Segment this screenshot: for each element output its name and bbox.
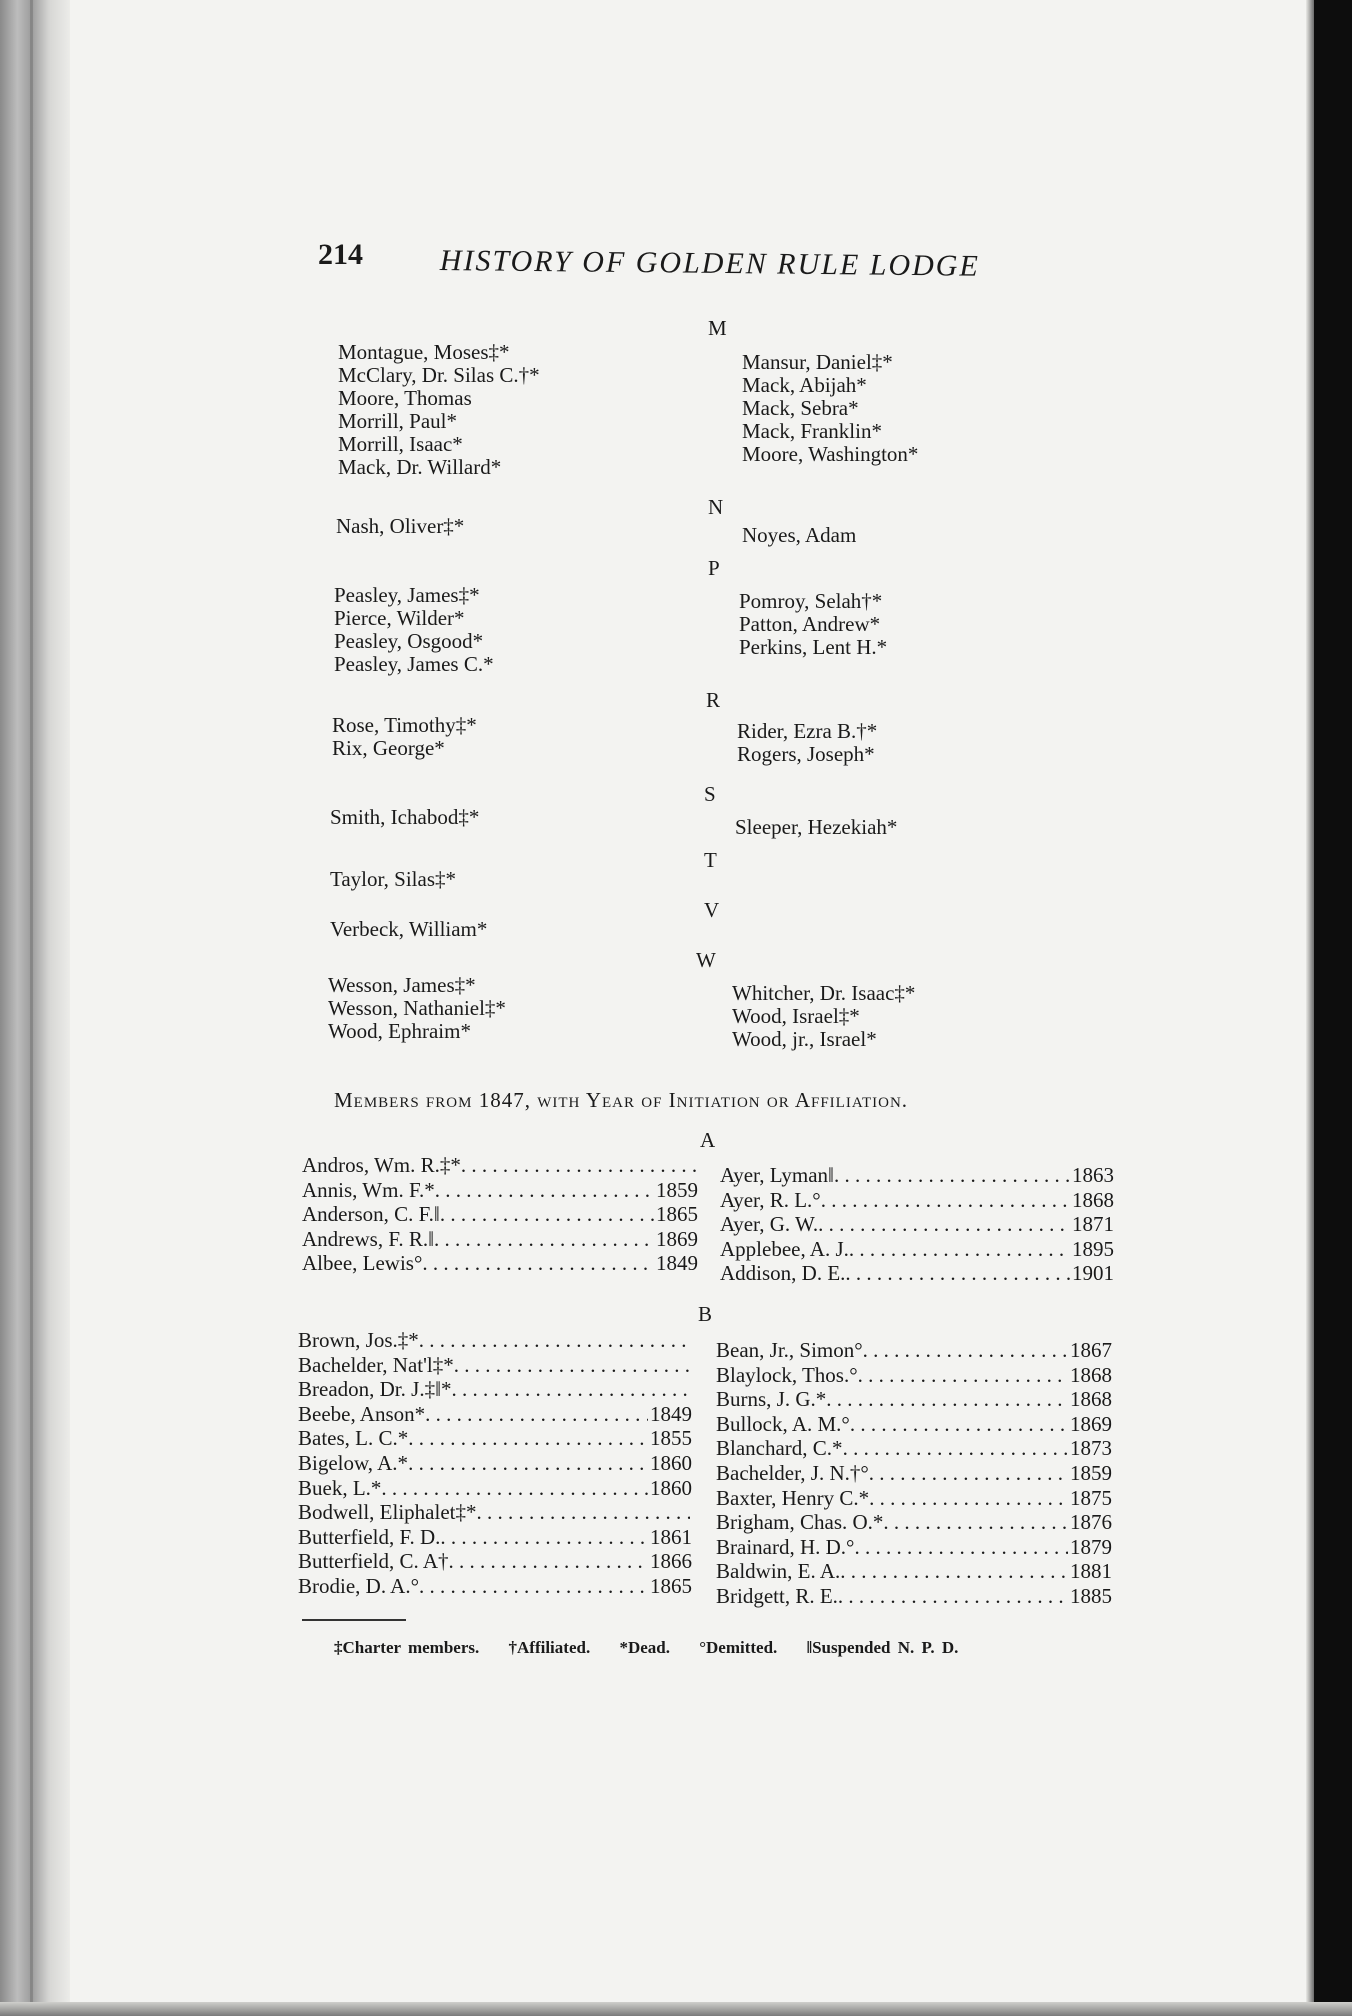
member-entry: Butterfield, F. D. . . . 1861 [298, 1525, 692, 1550]
list-item: McClary, Dr. Silas C.†* [338, 363, 540, 387]
section-letter-v: V [704, 898, 720, 922]
member-entry: Ayer, R. L.° . . . 1868 [720, 1188, 1114, 1213]
member-entry: Bridgett, R. E. . . . 1885 [716, 1584, 1112, 1609]
page-number: 214 [318, 238, 363, 271]
list-item: Noyes, Adam [742, 523, 857, 547]
list-item: Mack, Abijah* [742, 373, 867, 397]
members-a-right [720, 1163, 1114, 1286]
legend-dead: *Dead. [619, 1638, 670, 1657]
members-a-left [302, 1153, 698, 1276]
list-item: Mansur, Daniel‡* [742, 350, 893, 374]
list-item: Rogers, Joseph* [737, 742, 875, 766]
section-letter-w: W [696, 948, 716, 972]
section-v-left [330, 918, 487, 941]
members-letter-a: A [700, 1128, 716, 1152]
member-entry: Ayer, Lyman‖ . . . 1863 [720, 1163, 1114, 1188]
legend-charter: ‡Charter members. [334, 1638, 480, 1657]
member-entry: Blanchard, C.* . . . 1873 [716, 1436, 1112, 1461]
members-b-right [716, 1338, 1112, 1609]
member-entry: Blaylock, Thos.° . . . 1868 [716, 1363, 1112, 1388]
list-item: Rix, George* [332, 736, 445, 760]
list-item: Sleeper, Hezekiah* [735, 815, 898, 839]
section-letter-t: T [704, 848, 717, 872]
list-item: Morrill, Isaac* [338, 432, 463, 456]
member-entry: Applebee, A. J. . . . 1895 [720, 1237, 1114, 1262]
list-item: Patton, Andrew* [739, 612, 881, 636]
section-w-left [328, 974, 506, 1043]
member-entry: Buek, L.* . . . 1860 [298, 1476, 692, 1501]
list-item: Moore, Washington* [742, 442, 919, 466]
section-letter-p: P [708, 556, 720, 580]
section-letter-r: R [706, 688, 721, 712]
footnote-legend [334, 1638, 980, 1658]
page-edge-shadow [1306, 0, 1314, 2016]
member-entry: Anderson, C. F.‖ . . . 1865 [302, 1202, 698, 1227]
list-item: Perkins, Lent H.* [739, 635, 888, 659]
members-heading: Members from 1847, with Year of Initiation or Affiliation. [334, 1088, 909, 1112]
section-m-left [338, 341, 540, 479]
list-item: Mack, Sebra* [742, 396, 859, 420]
legend-demitted: °Demitted. [699, 1638, 778, 1657]
list-item: Pierce, Wilder* [334, 606, 465, 630]
list-item: Rose, Timothy‡* [332, 713, 477, 737]
list-item: Pomroy, Selah†* [739, 589, 883, 613]
member-entry: Bean, Jr., Simon° . . . 1867 [716, 1338, 1112, 1363]
member-entry: Breadon, Dr. J.‡‖* . . . [298, 1377, 692, 1402]
list-item: Mack, Dr. Willard* [338, 455, 502, 479]
section-letter-m: M [708, 316, 727, 340]
list-item: Wood, Israel‡* [732, 1004, 860, 1028]
legend-suspended: ‖Suspended N. P. D. [806, 1638, 959, 1657]
page-title: HISTORY OF GOLDEN RULE LODGE [439, 244, 980, 283]
section-s-left [330, 806, 479, 829]
list-item: Rider, Ezra B.†* [737, 719, 878, 743]
member-entry: Andros, Wm. R.‡* . . . [302, 1153, 698, 1178]
section-s-right [735, 816, 897, 839]
member-entry: Bodwell, Eliphalet‡* . . . [298, 1500, 692, 1525]
section-p-left [334, 584, 494, 676]
member-entry: Burns, J. G.* . . . 1868 [716, 1387, 1112, 1412]
section-t-left [330, 868, 456, 891]
list-item: Peasley, James‡* [334, 583, 480, 607]
section-letter-s: S [704, 782, 716, 806]
member-entry: Addison, D. E. . . . 1901 [720, 1261, 1114, 1286]
section-m-right [742, 351, 918, 466]
list-item: Morrill, Paul* [338, 409, 457, 433]
section-p-right [739, 590, 887, 659]
section-n-right [742, 524, 856, 547]
member-entry: Brainard, H. D.° . . . 1879 [716, 1535, 1112, 1560]
member-entry: Bates, L. C.* . . . 1855 [298, 1426, 692, 1451]
member-entry: Bigelow, A.* . . . 1860 [298, 1451, 692, 1476]
member-entry: Annis, Wm. F.* . . . 1859 [302, 1178, 698, 1203]
legend-affiliated: †Affiliated. [508, 1638, 591, 1657]
member-entry: Baxter, Henry C.* . . . 1875 [716, 1486, 1112, 1511]
members-b-left [298, 1328, 692, 1599]
list-item: Nash, Oliver‡* [336, 514, 465, 538]
section-w-right [732, 982, 915, 1051]
page-edge-dark [1314, 0, 1352, 2016]
member-entry: Butterfield, C. A† . . . 1866 [298, 1549, 692, 1574]
list-item: Wood, Ephraim* [328, 1019, 471, 1043]
member-entry: Ayer, G. W. . . . 1871 [720, 1212, 1114, 1237]
book-gutter [0, 0, 70, 2016]
members-letter-b: B [698, 1302, 713, 1326]
list-item: Verbeck, William* [330, 917, 488, 941]
member-entry: Bullock, A. M.° . . . 1869 [716, 1412, 1112, 1437]
list-item: Whitcher, Dr. Isaac‡* [732, 981, 916, 1005]
section-letter-n: N [708, 495, 724, 519]
list-item: Wesson, James‡* [328, 973, 476, 997]
member-entry: Brodie, D. A.° . . . 1865 [298, 1574, 692, 1599]
member-entry: Baldwin, E. A. . . . 1881 [716, 1559, 1112, 1584]
list-item: Peasley, Osgood* [334, 629, 484, 653]
member-entry: Beebe, Anson* . . . 1849 [298, 1402, 692, 1427]
member-entry: Bachelder, Nat'l‡* . . . [298, 1353, 692, 1378]
list-item: Peasley, James C.* [334, 652, 494, 676]
list-item: Wesson, Nathaniel‡* [328, 996, 506, 1020]
list-item: Moore, Thomas [338, 386, 472, 410]
footnote-rule [302, 1619, 406, 1621]
list-item: Mack, Franklin* [742, 419, 882, 443]
list-item: Montague, Moses‡* [338, 340, 510, 364]
section-r-right [737, 720, 877, 766]
page-bottom-edge [0, 2002, 1352, 2016]
section-n-left [336, 515, 464, 538]
section-r-left [332, 714, 477, 760]
list-item: Wood, jr., Israel* [732, 1027, 877, 1051]
member-entry: Albee, Lewis° . . . 1849 [302, 1251, 698, 1276]
member-entry: Brown, Jos.‡* . . . [298, 1328, 692, 1353]
member-entry: Bachelder, J. N.†° . . . 1859 [716, 1461, 1112, 1486]
list-item: Smith, Ichabod‡* [330, 805, 480, 829]
list-item: Taylor, Silas‡* [330, 867, 457, 891]
member-entry: Brigham, Chas. O.* . . . 1876 [716, 1510, 1112, 1535]
member-entry: Andrews, F. R.‖ . . . 1869 [302, 1227, 698, 1252]
